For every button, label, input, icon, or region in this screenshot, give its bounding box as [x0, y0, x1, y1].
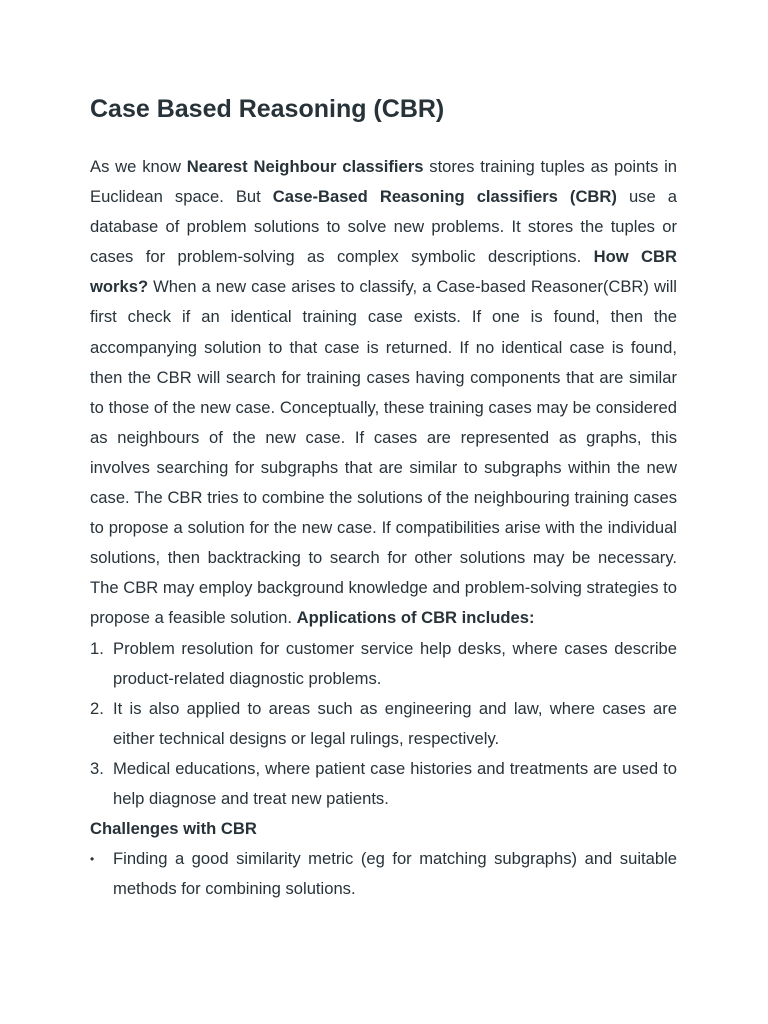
intro-text-4: When a new case arises to classify, a Case-based Reasoner(CBR) will first check if an identical training case exists. If one is found, then the accompanying solution to that case is returned. If no identical case is found, then the CBR will search for training cases having components that are similar to those of the new case. Conceptually, these training cases may be considered as neighbours of the new case. If cases are represented as graphs, this involves searching for subgraphs that are similar to subgraphs within the new case. The CBR tries to combine the solutions of the neighbouring training cases to propose a solution for the new case. If compatibilities arise with the individual solutions, then backtracking to search for other solutions may be necessary. The CBR may employ background knowledge and problem-solving strategies to propose a feasible solution. [90, 277, 677, 628]
intro-text-3: use a database of problem solutions to solve new problems. It stores the tuples or cases for problem-solving as complex symbolic descriptions. [90, 187, 677, 267]
list-item [90, 844, 677, 904]
challenges-list [90, 844, 677, 904]
list-item-text: It is also applied to areas such as engineering and law, where cases are either technical designs or legal rulings, respectively. [113, 698, 677, 748]
list-marker: 2. [90, 698, 104, 718]
intro-text-1: As we know [90, 157, 187, 176]
document-body [90, 92, 677, 904]
list-item-text: Finding a good similarity metric (eg for matching subgraphs) and suitable methods for combining solutions. [113, 849, 677, 899]
list-item-text: Problem resolution for customer service help desks, where cases describe product-related diagnostic problems. [113, 638, 677, 688]
list-item [90, 754, 677, 814]
list-marker: 1. [90, 638, 104, 658]
intro-text-2: stores training tuples as points in Euclidean space. But [90, 157, 677, 207]
list-marker: 3. [90, 758, 104, 778]
list-item-text: Medical educations, where patient case histories and treatments are used to help diagnose and treat new patients. [113, 758, 677, 808]
intro-paragraph [90, 152, 677, 634]
list-item [90, 694, 677, 754]
how-cbr-works-heading: How CBR works? [90, 247, 677, 297]
page-title: Case Based Reasoning (CBR) [90, 95, 445, 123]
list-item [90, 634, 677, 694]
challenges-heading: Challenges with CBR [90, 819, 257, 839]
applications-heading: Applications of CBR includes: [296, 608, 535, 628]
cbr-term: Case-Based Reasoning classifiers (CBR) [272, 187, 617, 207]
nearest-neighbour-term: Nearest Neighbour classifiers [186, 157, 424, 176]
bullet-marker: • [90, 852, 95, 867]
applications-list [90, 634, 677, 815]
